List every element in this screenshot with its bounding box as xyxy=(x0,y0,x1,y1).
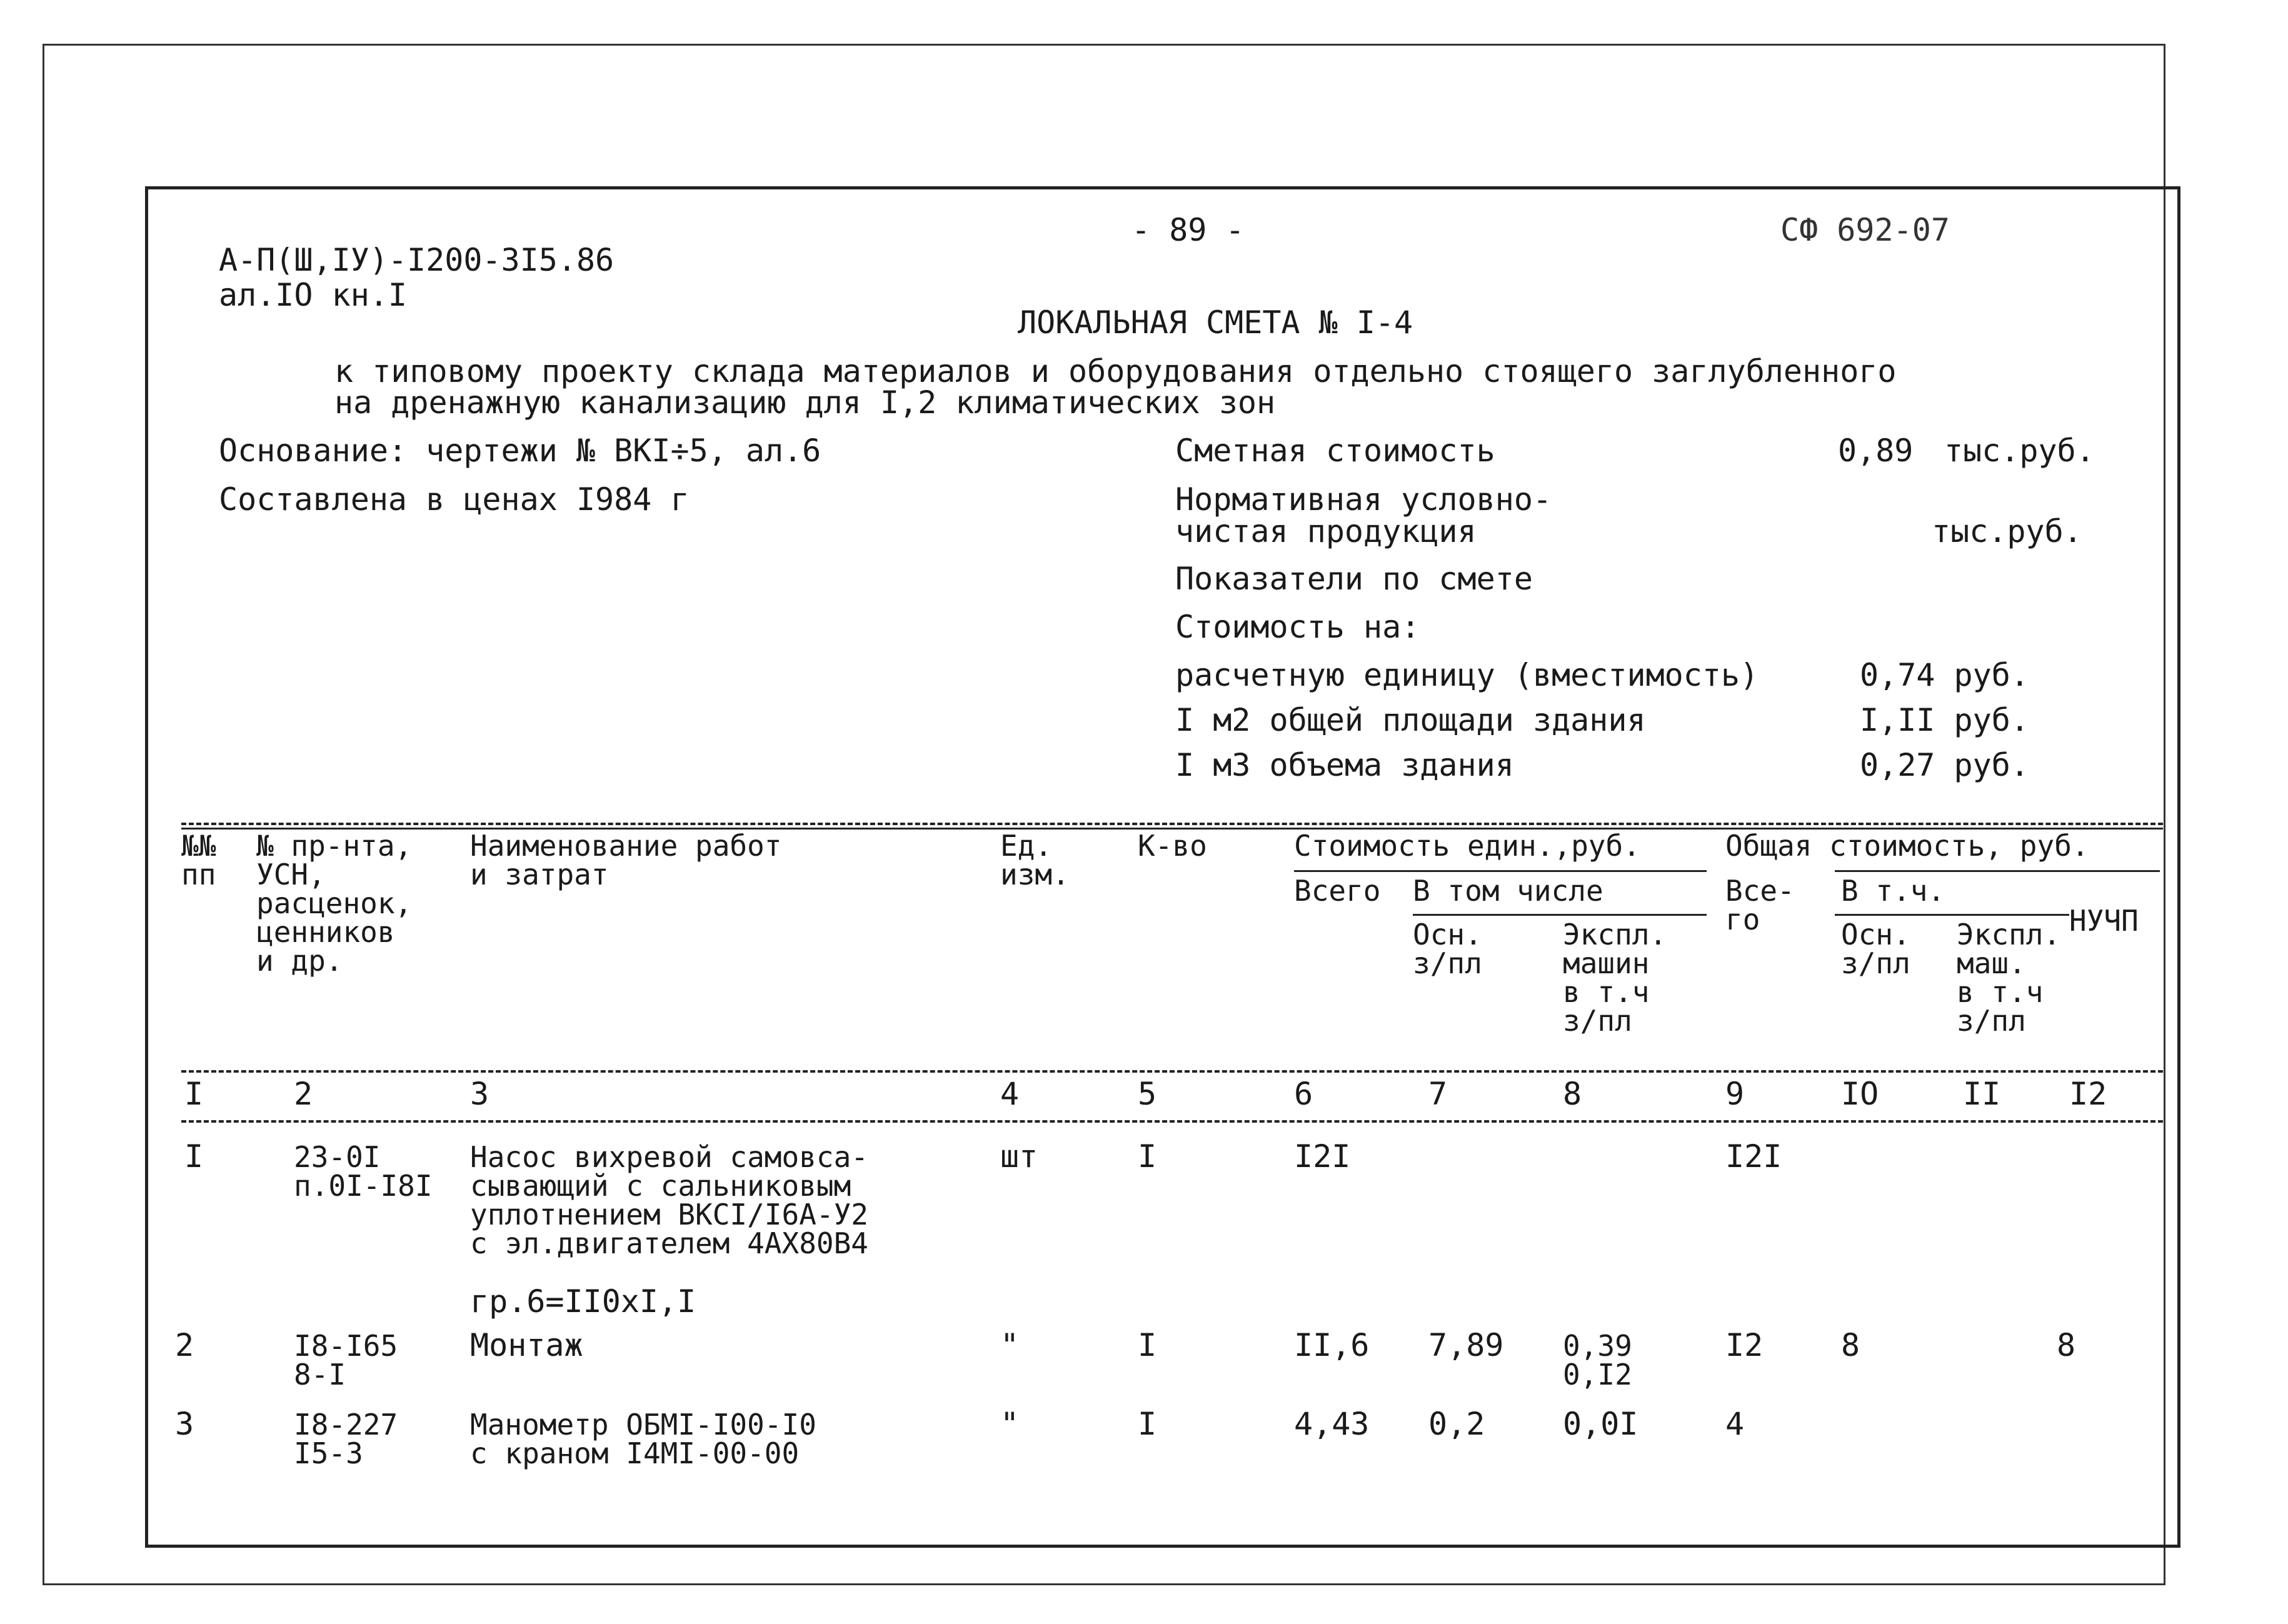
row-total-wage: 8 xyxy=(1841,1327,1860,1363)
m3-cost-value: 0,27 руб. xyxy=(1860,747,2029,783)
col-header-code: № пр-нта, УСН, расценок, ценников и др. xyxy=(256,829,413,978)
cost-on-label: Стоимость на: xyxy=(1175,609,1420,645)
row-unit-cost-wage: 0,2 xyxy=(1428,1406,1485,1442)
estimated-cost-unit: тыс.руб. xyxy=(1944,433,2095,469)
col-number: II xyxy=(1963,1076,2001,1112)
prices-text: Составлена в ценах I984 г xyxy=(219,481,690,518)
row-code: I8-227 I5-3 xyxy=(294,1408,398,1470)
row-code: 23-0I п.0I-I8I xyxy=(294,1140,433,1203)
col-number: 4 xyxy=(1000,1076,1020,1112)
col-header-unit-cost: Стоимость един.,руб. xyxy=(1294,829,1640,863)
col-number: I2 xyxy=(2069,1076,2107,1112)
col-header-uc-machines: Экспл. машин в т.ч з/пл xyxy=(1563,918,1667,1038)
col-number: I xyxy=(184,1076,204,1112)
project-code: А-П(Ш,IУ)-I200-3I5.86 xyxy=(219,242,615,278)
header-bottom-rule xyxy=(181,1070,2163,1073)
row-name: Монтаж xyxy=(470,1327,583,1363)
row-total-cost: 4 xyxy=(1725,1406,1745,1442)
row-unit-cost-machines: 0,39 0,I2 xyxy=(1563,1329,1632,1391)
basis-text: Основание: чертежи № ВКI÷5, ал.6 xyxy=(219,433,821,469)
row-name: Насос вихревой самовса- сывающий с сальниковым уплотнением ВКСI/I6А-У2 с эл.двигателем 4АХ80В4 xyxy=(470,1140,868,1260)
unit-cost-value: 0,74 руб. xyxy=(1860,657,2029,693)
estimated-cost-label: Сметная стоимость xyxy=(1175,433,1495,469)
col-header-tc-total: Все- го xyxy=(1725,874,1795,936)
col-number: 5 xyxy=(1138,1076,1157,1112)
document-stamp: СФ 692-07 xyxy=(1780,212,1950,248)
col-header-name: Наименование работ и затрат xyxy=(470,829,782,891)
col-header-tc-incl: В т.ч. xyxy=(1841,874,1945,908)
col-header-tc-wage: Осн. з/пл xyxy=(1841,918,1910,980)
row-total-cost: I2I xyxy=(1725,1138,1782,1175)
col-header-uc-incl: В том числе xyxy=(1413,874,1603,908)
col-number: 3 xyxy=(470,1076,489,1112)
total-cost-subrule xyxy=(1835,870,2160,872)
unit-cost-label: расчетную единицу (вместимость) xyxy=(1175,657,1759,693)
row-unit-cost-machines: 0,0I xyxy=(1563,1406,1638,1442)
col-header-quantity: К-во xyxy=(1138,829,1207,863)
estimated-cost-value: 0,89 xyxy=(1838,433,1914,469)
row-total-cost: I2 xyxy=(1725,1327,1764,1363)
album-reference: ал.IO кн.I xyxy=(219,277,408,313)
indicators-label: Показатели по смете xyxy=(1175,561,1533,597)
page-number: - 89 - xyxy=(1131,212,1245,248)
row-unit: " xyxy=(1000,1406,1020,1442)
table-top-rule xyxy=(181,823,2163,825)
m2-cost-label: I м2 общей площади здания xyxy=(1175,702,1646,738)
col-number: 2 xyxy=(294,1076,313,1112)
row-unit-cost-total: II,6 xyxy=(1294,1327,1370,1363)
incl-subrule xyxy=(1413,914,1707,916)
page-title: ЛОКАЛЬНАЯ СМЕТА № I-4 xyxy=(1018,304,1413,341)
normative-unit: тыс.руб. xyxy=(1932,513,2082,549)
row-quantity: I xyxy=(1138,1406,1157,1442)
col-number: 8 xyxy=(1563,1076,1582,1112)
row-unit-cost-wage: 7,89 xyxy=(1428,1327,1504,1363)
row-unit: шт xyxy=(1000,1138,1038,1175)
col-header-nuchp: НУЧП xyxy=(2069,904,2139,938)
m2-cost-value: I,II руб. xyxy=(1860,702,2029,738)
col-header-tc-machines: Экспл. маш. в т.ч з/пл xyxy=(1957,918,2061,1038)
tc-incl-subrule xyxy=(1835,914,2069,916)
subtitle-line-2: на дренажную канализацию для I,2 климатических зон xyxy=(334,384,1276,421)
normative-label-2: чистая продукция xyxy=(1175,513,1477,549)
row-number: 2 xyxy=(175,1327,194,1363)
normative-label-1: Нормативная условно- xyxy=(1175,481,1552,518)
row-unit-cost-total: I2I xyxy=(1294,1138,1351,1175)
row-note: гр.6=II0хI,I xyxy=(470,1283,696,1320)
m3-cost-label: I м3 объема здания xyxy=(1175,747,1514,783)
row-unit: " xyxy=(1000,1327,1020,1363)
row-nuchp: 8 xyxy=(2057,1327,2076,1363)
col-header-total-cost: Общая стоимость, руб. xyxy=(1725,829,2089,863)
col-number: IO xyxy=(1841,1076,1879,1112)
subtitle-line-1: к типовому проекту склада материалов и оборудования отдельно стоящего заглубленного xyxy=(334,353,1897,389)
colnum-bottom-rule xyxy=(181,1120,2163,1123)
row-unit-cost-total: 4,43 xyxy=(1294,1406,1370,1442)
col-header-unit: Ед. изм. xyxy=(1000,829,1070,891)
unit-cost-subrule xyxy=(1294,870,1707,872)
row-number: 3 xyxy=(175,1406,194,1442)
row-name: Манометр ОБМI-I00-I0 с краном I4МI-00-00 xyxy=(470,1408,816,1470)
col-header-number: №№ пп xyxy=(181,829,216,891)
row-code: I8-I65 8-I xyxy=(294,1329,398,1391)
col-number: 6 xyxy=(1294,1076,1313,1112)
col-header-uc-total: Всего xyxy=(1294,874,1381,908)
row-quantity: I xyxy=(1138,1138,1157,1175)
col-number: 9 xyxy=(1725,1076,1745,1112)
row-quantity: I xyxy=(1138,1327,1157,1363)
col-header-uc-wage: Осн. з/пл xyxy=(1413,918,1482,980)
row-number: I xyxy=(184,1138,204,1175)
col-number: 7 xyxy=(1428,1076,1448,1112)
